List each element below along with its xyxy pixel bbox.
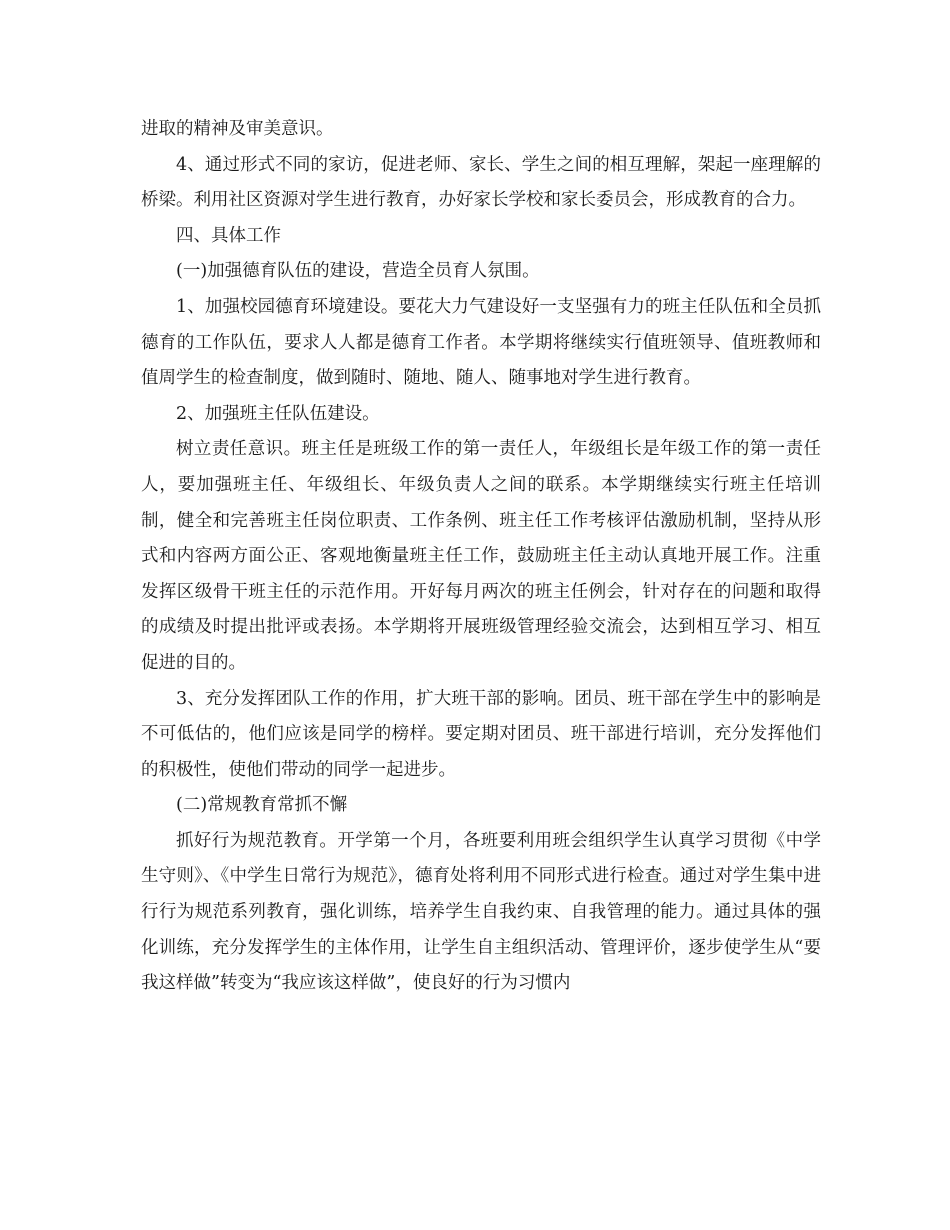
paragraph-continuation: 进取的精神及审美意识。	[141, 119, 334, 139]
subsection-heading-two: (二)常规教育常抓不懈	[176, 795, 348, 816]
paragraph-responsibility: 树立责任意识。班主任是班级工作的第一责任人，年级组长是年级工作的第一责任人，要加强班主任、年级组长、年级负责人之间的联系。本学期继续实行班主任培训制，健全和完善班主任岗位职责、工作条例、班主任工作考核评估激励机制，坚持从形式和内容两方面公正、客观地衡量班主任工作，鼓励班主任主动认真地开展工作。注重发挥区级骨干班主任的示范作用。开好每月两次的班主任例会，针对存在的问题和取得的成绩及时提出批评或表扬。本学期将开展班级管理经验交流会，达到相互学习、相互促进的目的。	[141, 439, 821, 673]
subsection-heading-one: (一)加强德育队伍的建设，营造全员育人氛围。	[176, 261, 540, 282]
paragraph-item-2: 2、加强班主任队伍建设。	[176, 403, 380, 424]
paragraph-item-3: 3、充分发挥团队工作的作用，扩大班干部的影响。团员、班干部在学生中的影响是不可低估的，他们应该是同学的榜样。要定期对团员、班干部进行培训，充分发挥他们的积极性，使他们带动的同学一起进步。	[141, 688, 821, 780]
document-body	[141, 112, 821, 1002]
paragraph-behavior-education: 抓好行为规范教育。开学第一个月，各班要利用班会组织学生认真学习贯彻《中学生守则》、《中学生日常行为规范》，德育处将利用不同形式进行检查。通过对学生集中进行行为规范系列教育，强化训练，培养学生自我约束、自我管理的能力。通过具体的强化训练，充分发挥学生的主体作用，让学生自主组织活动、管理评价，逐步使学生从“要我这样做”转变为“我应该这样做”，使良好的行为习惯内	[141, 830, 821, 994]
paragraph-item-4: 4、通过形式不同的家访，促进老师、家长、学生之间的相互理解，架起一座理解的桥梁。利用社区资源对学生进行教育，办好家长学校和家长委员会，形成教育的合力。	[141, 154, 821, 211]
paragraph-item-1: 1、加强校园德育环境建设。要花大力气建设好一支坚强有力的班主任队伍和全员抓德育的工作队伍，要求人人都是德育工作者。本学期将继续实行值班领导、值班教师和值周学生的检查制度，做到随时、随地、随人、随事地对学生进行教育。	[141, 296, 821, 389]
section-heading-four: 四、具体工作	[176, 225, 281, 246]
